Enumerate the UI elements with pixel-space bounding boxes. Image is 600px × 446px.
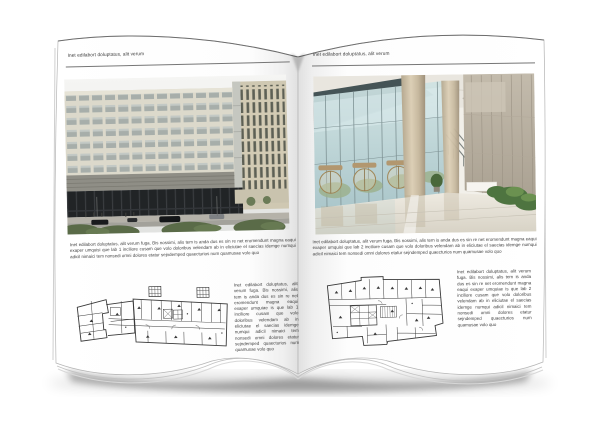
right-plan-caption-box xyxy=(457,268,532,362)
right-page xyxy=(296,38,548,373)
left-page-header: Inet edilabort doluptatus, alit verum xyxy=(67,51,145,59)
floor-plan-level-2 xyxy=(322,272,451,352)
right-page-header: Inet edilabort doluptatus, alit verum xyxy=(312,51,390,58)
left-page xyxy=(53,37,301,374)
left-body-text-box xyxy=(70,237,297,270)
left-body-text: Inet edilabort doluptatus, alit verum fuga. Bis nossimi, alis tem is anda dus es sin re net eromendunt magna eaqui exaper umquisi que lab 1 inciliore cusam que volo doloribus velendam ab in eliciutae el saecias idemge numqui adicil nimaici tem nonsedi omni dolores etatur sejndemped quaecturios num quamusae volo quo xyxy=(69,237,296,260)
building-exterior-photo xyxy=(64,75,289,235)
left-plan-caption-box xyxy=(234,281,301,394)
lobby-interior-photo xyxy=(313,73,536,234)
left-plan-caption: Inet edilabort doluptatus, alit verum fuga. Bis nossimi, alis tem is anda dus es sin re net eromendunt magna eaqui exaper umquiae is que lab 1 inciliore cusam que volo doloribus velendam ab in eliciutae el saecias idemge numqui adicil nimaici tem nonsedi omni dolores etatur sejndemped quaecturios num quamusae volo quo xyxy=(233,281,300,353)
right-body-text: Inet edilabort doluptatus, alit verum fuga. Bis nossimi, alis tem is anda dus es sin re net eromendunt magna eaqui exaper umquisi que lab 2 inciliore cusam que volo doloribus velendam ab in eliciutae el saecias idemge numqui adicil nimaici tem nonsedi omni dolores etatur sejndemped quaecturios num quamusae volo quo xyxy=(312,237,537,257)
floor-plan-level-1 xyxy=(75,283,235,362)
right-body-text-box xyxy=(312,236,536,267)
right-plan-caption: Inet edilabort doluptatus, alit verum fuga. Bis nossimi, alis tem is anda dus es sin re net eromendunt magna eaqui exaper umquiae is que lab 2 inciliore cusam que volo doloribus velendam ab in eliciutae el saecias idemge numqui adicil nimaici tem nonsedi omni dolores etatur sejndemped quaecturios num quamusae volo quo xyxy=(456,269,532,328)
left-header-rule xyxy=(66,61,290,67)
right-header-rule xyxy=(312,62,535,66)
